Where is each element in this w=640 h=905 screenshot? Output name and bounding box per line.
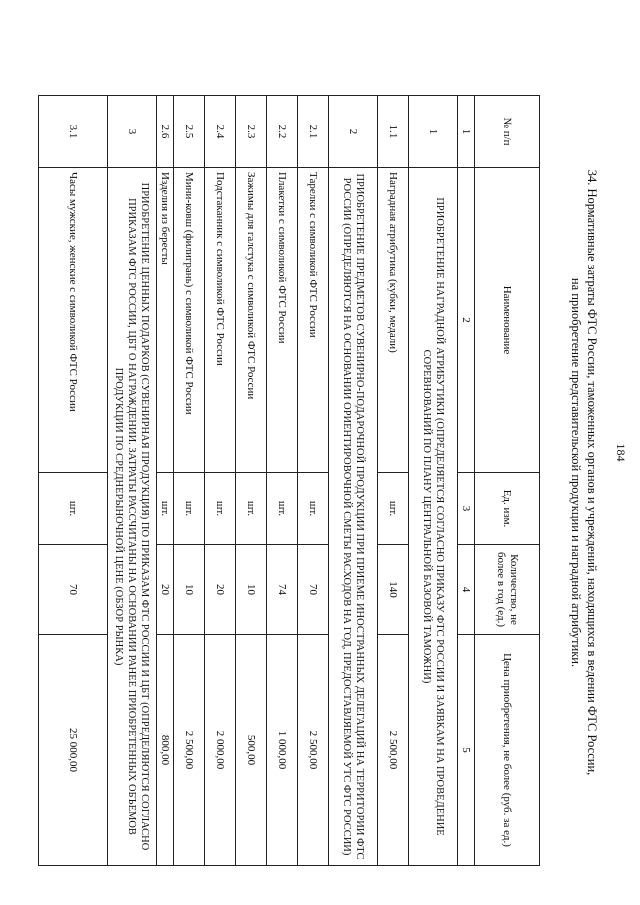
header-number: № п/п xyxy=(475,96,540,168)
column-number: 5 xyxy=(458,635,475,866)
row-price: 2 500,00 xyxy=(378,635,409,866)
title-line-2: на приобретение представительской продукции и наградной атрибутики. xyxy=(569,277,583,668)
row-unit: шт. xyxy=(205,473,236,545)
section-heading: ПРИОБРЕТЕНИЕ НАГРАДНОЙ АТРИБУТИКИ (ОПРЕДЕЛЯЕТСЯ СОГЛАСНО ПРИКАЗУ ФТС РОССИИ И ЗАЯВКАМ НА ПРОВЕДЕНИЕ СОРЕВНОВАНИЙ ПО ПЛАНУ ЦЕНТРАЛЬНОЙ БАЗОВОЙ ТАМОЖНИ) xyxy=(409,168,458,866)
section-number: 3 xyxy=(108,96,157,168)
header-quantity: Количество, не более в год (ед.) xyxy=(475,545,540,635)
row-unit: шт. xyxy=(157,473,174,545)
header-row xyxy=(475,96,540,866)
section-heading: ПРИОБРЕТЕНИЕ ПРЕДМЕТОВ СУВЕНИРНО-ПОДАРОЧНОЙ ПРОДУКЦИИ ПРИ ПРИЕМЕ ИНОСТРАННЫХ ДЕЛЕГАЦИЙ НА ТЕРРИТОРИИ ФТС РОССИИ (ОПРЕДЕЛЯЮТСЯ НА ОСНОВАНИИ ОРИЕНТИРОВОЧНОЙ СМЕТЫ РАСХОДОВ НА ГОД, ПРЕДОСТАВЛЯЕМОЙ УТС ФТС РОССИИ) xyxy=(329,168,378,866)
row-quantity: 74 xyxy=(267,545,298,635)
header-price: Цена приобретения, не более (руб. за ед.) xyxy=(475,635,540,866)
row-name: Плакетки с символикой ФТС России xyxy=(267,168,298,473)
header-name: Наименование xyxy=(475,168,540,473)
row-number: 2.2 xyxy=(267,96,298,168)
section-number: 2 xyxy=(329,96,378,168)
table-row xyxy=(205,96,236,866)
row-name: Часы мужские, женские с символикой ФТС России xyxy=(39,168,108,473)
norms-table xyxy=(38,95,540,866)
row-price: 2 000,00 xyxy=(205,635,236,866)
table-row xyxy=(298,96,329,866)
section-row xyxy=(108,96,157,866)
column-number: 3 xyxy=(458,473,475,545)
page-number: 184 xyxy=(614,443,628,462)
row-name: Мини-ковш (филигрань) с символикой ФТС России xyxy=(174,168,205,473)
header-unit: Ед. изм. xyxy=(475,473,540,545)
column-number-row xyxy=(458,96,475,866)
column-number: 1 xyxy=(458,96,475,168)
table-row xyxy=(174,96,205,866)
table-row xyxy=(236,96,267,866)
row-unit: шт. xyxy=(236,473,267,545)
row-name: Подстаканник с символикой ФТС России xyxy=(205,168,236,473)
table-row xyxy=(267,96,298,866)
row-unit: шт. xyxy=(267,473,298,545)
row-name: Наградная атрибутика (кубки, медали) xyxy=(378,168,409,473)
row-price: 800,00 xyxy=(157,635,174,866)
document-title xyxy=(568,100,600,845)
row-number: 2.3 xyxy=(236,96,267,168)
row-number: 2.4 xyxy=(205,96,236,168)
row-quantity: 20 xyxy=(157,545,174,635)
row-unit: шт. xyxy=(39,473,108,545)
row-quantity: 20 xyxy=(205,545,236,635)
title-line-1: 34. Нормативные затраты ФТС России, таможенных органов и учреждений, находящихся в ведении ФТС России, xyxy=(585,169,599,776)
row-number: 1.1 xyxy=(378,96,409,168)
row-price: 25 000,00 xyxy=(39,635,108,866)
section-heading: ПРИОБРЕТЕНИЕ ЦЕННЫХ ПОДАРКОВ (СУВЕНИРНАЯ ПРОДУКЦИЯ) ПО ПРИКАЗАМ ФТС РОССИИ И ЦБТ (ОПРЕДЕЛЯЮТСЯ СОГЛАСНО ПРИКАЗАМ ФТС РОССИИ, ЦБТ О НАГРАЖДЕНИИ. ЗАТРАТЫ РАССЧИТАНЫ НА ОСНОВАНИИ РАНЕЕ ПРИОБРЕТЕННЫХ ОБЪЕМОВ ПРОДУКЦИИ ПО СРЕДНЕРЫНОЧНОЙ ЦЕНЕ (ОБЗОР РЫНКА) xyxy=(108,168,157,866)
row-unit: шт. xyxy=(298,473,329,545)
table-row xyxy=(157,96,174,866)
table-row xyxy=(39,96,108,866)
row-price: 2 500,00 xyxy=(174,635,205,866)
section-row xyxy=(409,96,458,866)
table-row xyxy=(378,96,409,866)
section-number: 1 xyxy=(409,96,458,168)
row-quantity: 10 xyxy=(174,545,205,635)
row-quantity: 10 xyxy=(236,545,267,635)
row-number: 2.5 xyxy=(174,96,205,168)
row-price: 1 000,00 xyxy=(267,635,298,866)
column-number: 4 xyxy=(458,545,475,635)
row-name: Зажимы для галстука с символикой ФТС России xyxy=(236,168,267,473)
row-unit: шт. xyxy=(378,473,409,545)
row-name: Изделия из бересты xyxy=(157,168,174,473)
row-quantity: 70 xyxy=(298,545,329,635)
row-quantity: 140 xyxy=(378,545,409,635)
row-number: 2.6 xyxy=(157,96,174,168)
row-number: 2.1 xyxy=(298,96,329,168)
row-quantity: 70 xyxy=(39,545,108,635)
row-number: 3.1 xyxy=(39,96,108,168)
row-unit: шт. xyxy=(174,473,205,545)
row-name: Тарелки с символикой ФТС России xyxy=(298,168,329,473)
row-price: 2 500,00 xyxy=(298,635,329,866)
section-row xyxy=(329,96,378,866)
row-price: 500,00 xyxy=(236,635,267,866)
column-number: 2 xyxy=(458,168,475,473)
